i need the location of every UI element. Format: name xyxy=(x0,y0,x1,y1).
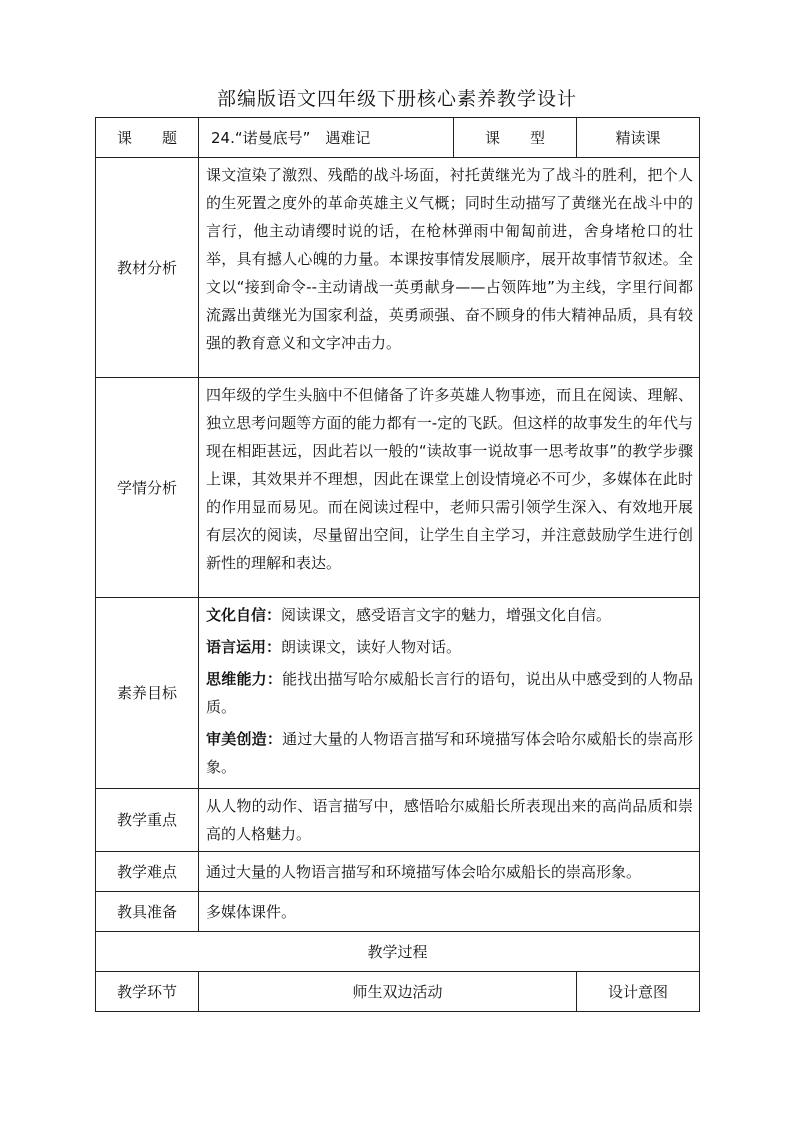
goal-heading: 语言运用： xyxy=(206,638,282,656)
goal-text: 能找出描写哈尔威船长言行的语句，说出从中感受到的人物品质。 xyxy=(206,670,693,716)
document-title: 部编版语文四年级下册核心素养教学设计 xyxy=(216,88,577,110)
material-analysis-row xyxy=(96,158,700,378)
student-analysis-text: 四年级的学生头脑中不但储备了许多英雄人物事迹，而且在阅读、理解、独立思考问题等方面的能力都有一-定的飞跃。但这样的故事发生的年代与现在相距甚远，因此若以一般的“读故事一说故事一思考故事”的教学步骤上课，其效果并不理想，因此在课堂上创设情境必不可少，多媒体在此时的作用显而易见。而在阅读过程中，老师只需引领学生深入、有效地开展有层次的阅读，尽量留出空间，让学生自主学习，并注意鼓励学生进行创新性的理解和表达。 xyxy=(206,386,693,572)
literacy-goals-label: 素养目标 xyxy=(96,598,199,789)
student-analysis-row xyxy=(96,378,700,598)
teaching-aids-label: 教具准备 xyxy=(96,892,199,932)
goal-item xyxy=(206,633,693,661)
key-points-text: 从人物的动作、语言描写中，感悟哈尔威船长所表现出来的高尚品质和崇高的人格魅力。 xyxy=(206,797,693,843)
type-value: 精读课 xyxy=(577,118,700,158)
header-row xyxy=(96,118,700,158)
process-header: 教学过程 xyxy=(96,932,700,972)
goal-heading: 文化自信： xyxy=(206,606,282,624)
type-label: 课 型 xyxy=(454,118,577,158)
teaching-aids-row xyxy=(96,892,700,932)
goal-heading: 审美创造： xyxy=(206,730,283,748)
goal-heading: 思维能力： xyxy=(206,670,283,688)
goal-item xyxy=(206,665,693,721)
process-columns-row xyxy=(96,972,700,1012)
difficult-points-label: 教学难点 xyxy=(96,852,199,892)
topic-value: 24.“诺曼底号” 遇难记 xyxy=(199,118,454,158)
col-activity-header: 师生双边活动 xyxy=(199,972,577,1012)
student-analysis-label: 学情分析 xyxy=(96,378,199,598)
process-header-row xyxy=(96,932,700,972)
key-points-row xyxy=(96,789,700,852)
difficult-points-row xyxy=(96,852,700,892)
topic-label: 课 题 xyxy=(96,118,199,158)
material-analysis-label: 教材分析 xyxy=(96,158,199,378)
goal-text: 朗读课文，读好人物对话。 xyxy=(281,638,462,656)
material-analysis-text: 课文渲染了激烈、残酷的战斗场面，衬托黄继光为了战斗的胜利，把个人的生死置之度外的革命英雄主义气概；同时生动描写了黄继光在战斗中的言行，他主动请缨时说的话，在枪林弹雨中匍匐前进，舍身堵枪口的壮举，具有撼人心魄的力量。本课按事情发展顺序，展开故事情节叙述。全文以“接到命令--主动请战一英勇献身——占领阵地”为主线，字里行间都流露出黄继光为国家利益，英勇顽强、奋不顾身的伟大精神品质，具有较强的教育意义和文字冲击力。 xyxy=(206,166,693,352)
difficult-points-text: 通过大量的人物语言描写和环境描写体会哈尔威船长的崇高形象。 xyxy=(206,862,642,881)
col-stage-header: 教学环节 xyxy=(96,972,199,1012)
literacy-goals-row xyxy=(96,598,700,789)
goal-text: 阅读课文，感受语言文字的魅力，增强文化自信。 xyxy=(281,606,612,624)
goal-text: 通过大量的人物语言描写和环境描写体会哈尔威船长的崇高形象。 xyxy=(206,730,693,776)
goal-item xyxy=(206,601,693,629)
col-intent-header: 设计意图 xyxy=(577,972,700,1012)
key-points-label: 教学重点 xyxy=(96,789,199,852)
goal-item xyxy=(206,725,693,781)
teaching-aids-text: 多媒体课件。 xyxy=(206,902,297,921)
lesson-plan-table xyxy=(95,117,700,1012)
